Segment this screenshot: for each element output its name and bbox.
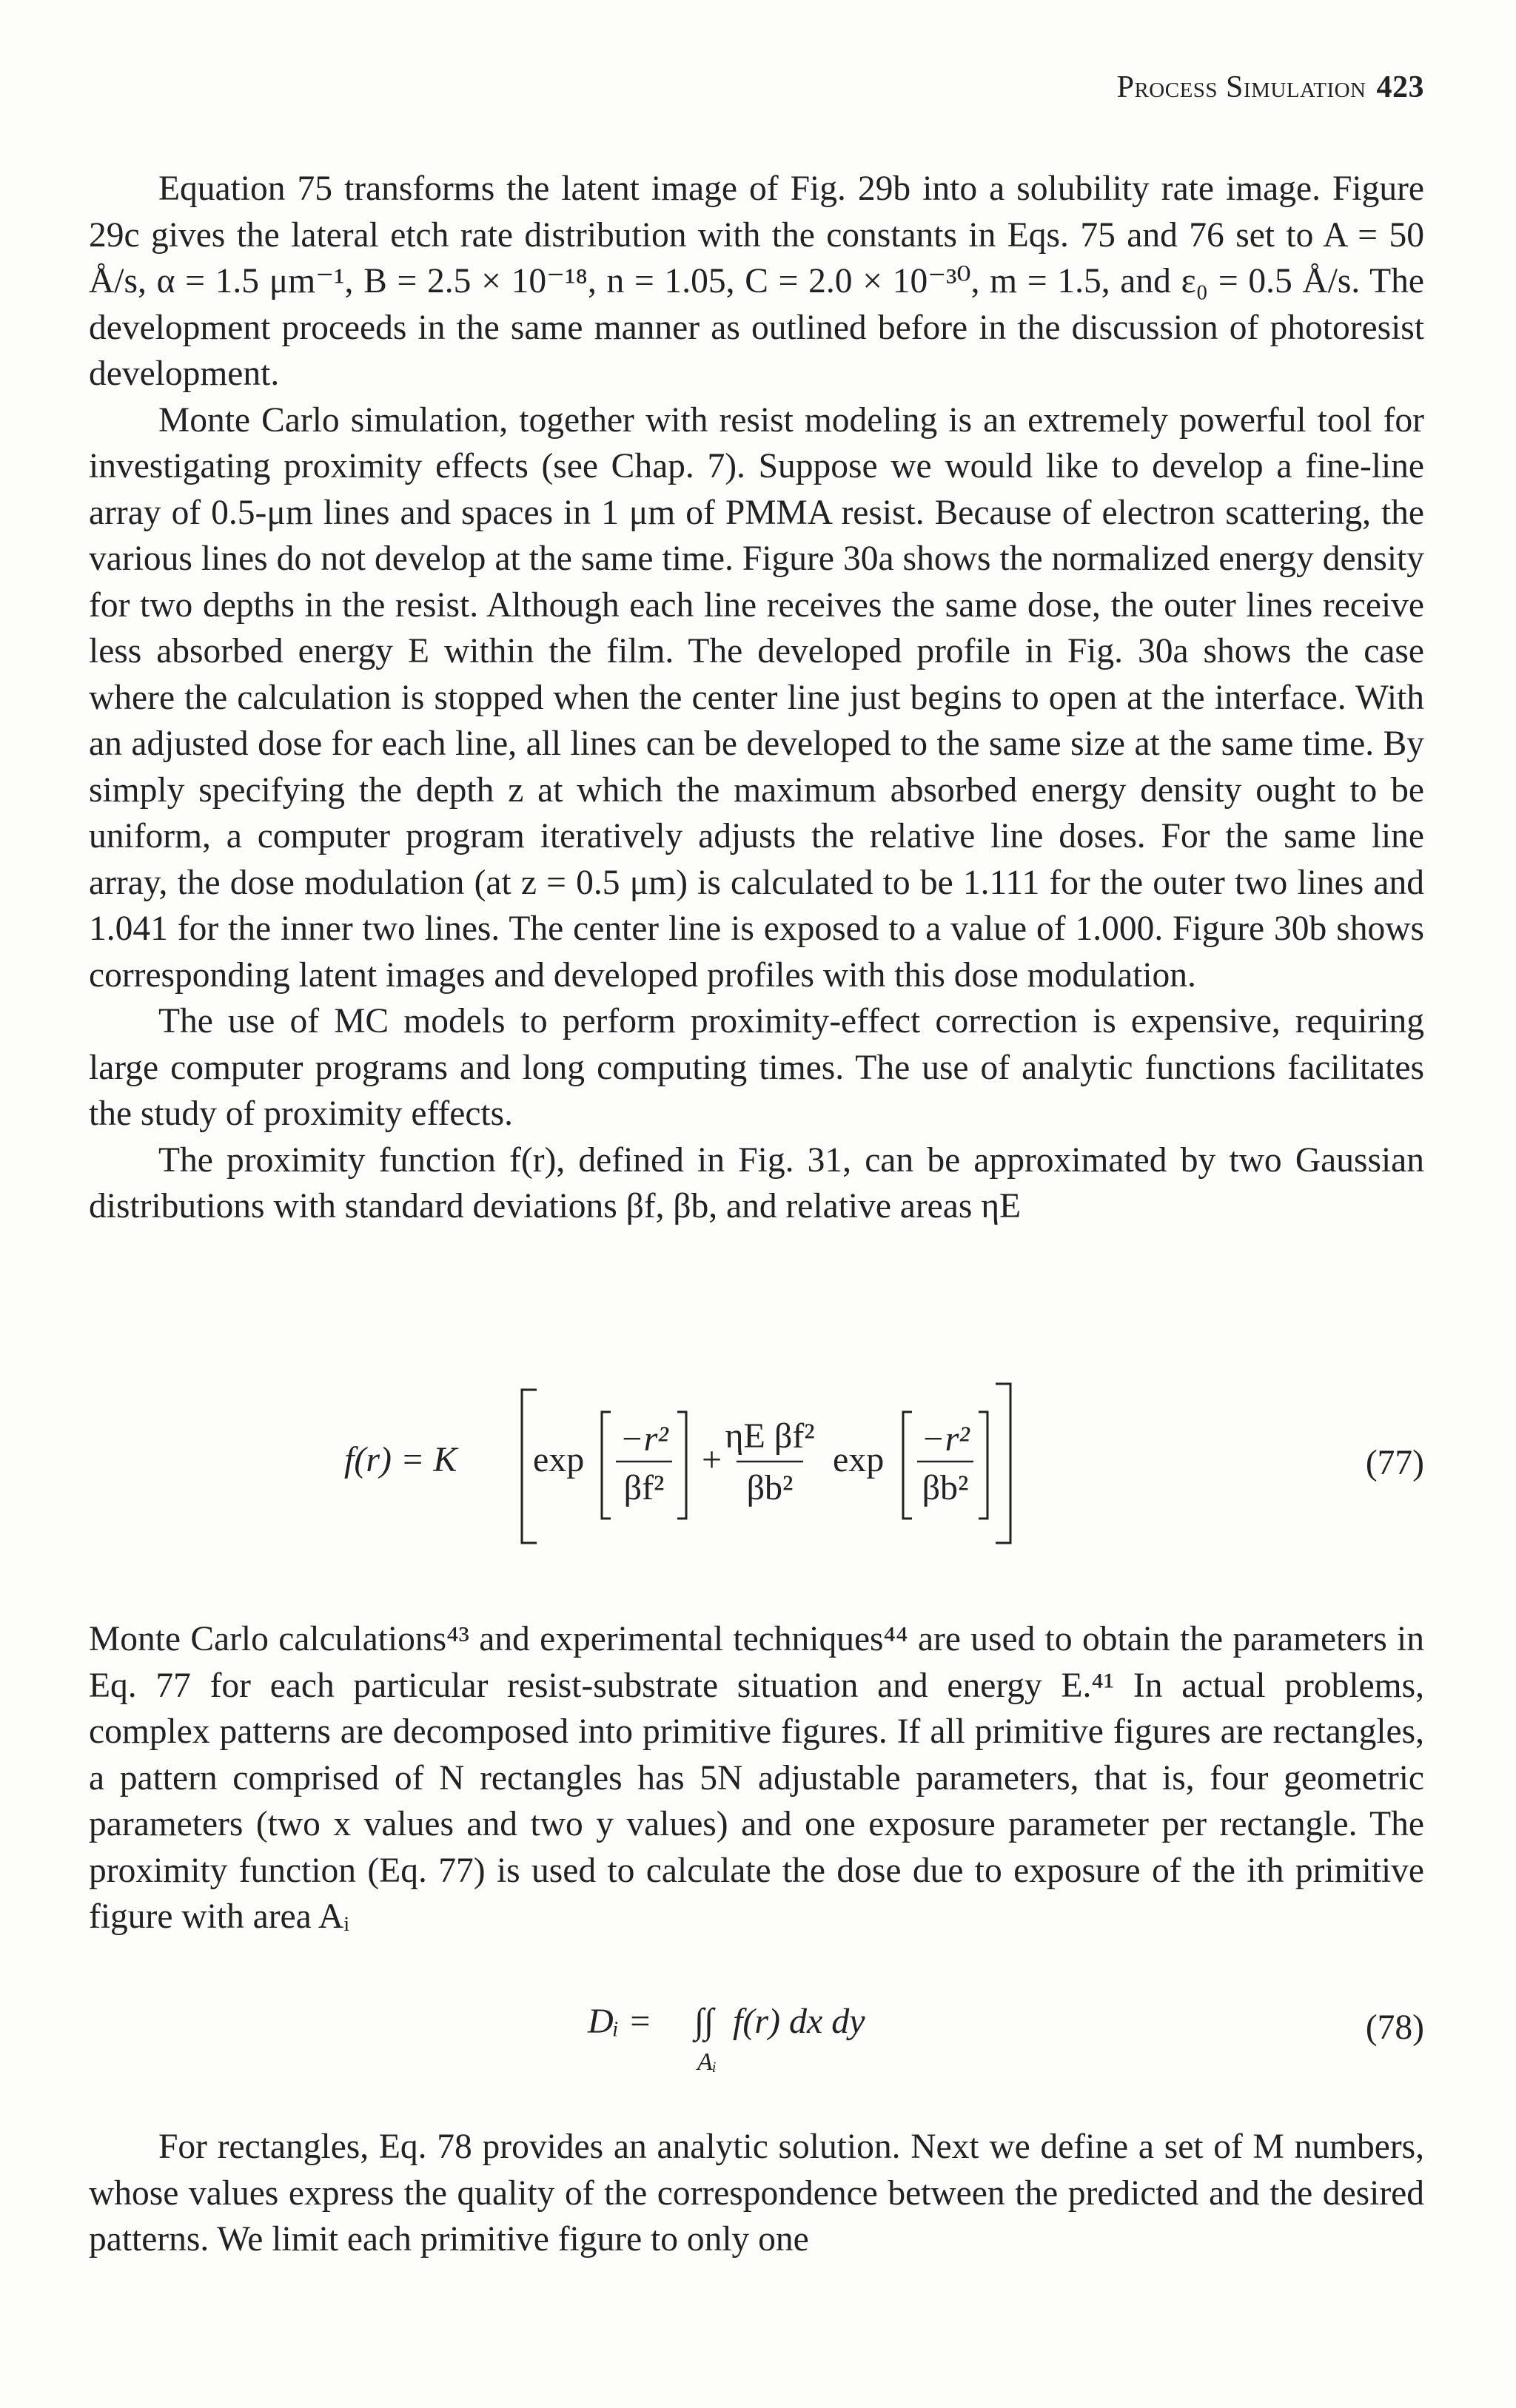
left-bracket-2 xyxy=(903,1412,912,1519)
page-number: 423 xyxy=(1376,70,1424,104)
paragraph-eq75: Equation 75 transforms the latent image of Fig. 29b into a solubility rate image. Figure 29c gives the lateral etch rate distribution with the constants in Eqs. 75 and 76 set to A = 50 Å/s, α = 1.5 μm⁻¹, B = 2.5 × 10⁻¹⁸, n = 1.05, C = 2.0 × 10⁻³⁰, m = 1.5, and ε₀ = 0.5 Å/s. The development proceeds in the same manner as outlined before in the discussion of photoresist development. xyxy=(89,169,1424,393)
eq77-exp2: exp xyxy=(833,1440,885,1479)
eq77-coef-num: ηE βf² xyxy=(725,1416,815,1456)
eq77-exp1: exp xyxy=(533,1440,585,1479)
paragraph-monte-carlo: Monte Carlo simulation, together with resist modeling is an extremely powerful tool for investigating proximity effects (see Chap. 7). Suppose we would like to develop a fine-line array of 0.5-μm lines and spaces in 1 μm of PMMA resist. Because of electron scattering, the various lines do not develop at the same time. Figure 30a shows the normalized energy density for two depths in the resist. Although each line receives the same dose, the outer lines receive less absorbed energy E within the film. The developed profile in Fig. 30a shows the case where the calculation is stopped when the center line just begins to open at the interface. With an adjusted dose for each line, all lines can be developed to the same size at the same time. By simply specifying the depth z at which the maximum absorbed energy density ought to be uniform, a computer program iteratively adjusts the relative line doses. For the same line array, the dose modulation (at z = 0.5 μm) is calculated to be 1.111 for the outer two lines and 1.041 for the inner two lines. The center line is exposed to a value of 1.000. Figure 30b shows corresponding latent images and developed profiles with this dose modulation. xyxy=(89,400,1424,995)
eq78-integral: ∫∫ xyxy=(694,2002,714,2041)
eq77-num1: −r² xyxy=(620,1419,668,1459)
eq77-den1: βf² xyxy=(623,1468,665,1507)
paragraph-proximity-function: The proximity function f(r), defined in Fig. 31, can be approximated by two Gaussian distributions with standard deviations βf, βb, and relative areas ηE xyxy=(89,1140,1424,1225)
text-block-bottom xyxy=(89,2124,1424,2263)
eq77-den2: βb² xyxy=(922,1468,969,1507)
equation-number-77: (77) xyxy=(1365,1444,1424,1482)
running-head-title: Process Simulation xyxy=(1116,70,1366,104)
eq77-plus: + xyxy=(702,1440,722,1479)
paragraph-parameters: Monte Carlo calculations⁴³ and experimental techniques⁴⁴ are used to obtain the parameters in Eq. 77 for each particular resist-substrate situation and energy E.⁴¹ In actual problems, complex patterns are decomposed into primitive figures. If all primitive figures are rectangles, a pattern comprised of N rectangles has 5N adjustable parameters, that is, four geometric parameters (two x values and two y values) and one exposure parameter per rectangle. The proximity function (Eq. 77) is used to calculate the dose due to exposure of the ith primitive figure with area Aᵢ xyxy=(89,1620,1424,1936)
eq78-lhs: Dᵢ = xyxy=(588,2002,652,2041)
big-right-bracket xyxy=(996,1384,1010,1543)
running-head xyxy=(1117,70,1424,105)
equation-78 xyxy=(89,1987,1424,2076)
eq78-integrand: f(r) dx dy xyxy=(733,2002,865,2041)
eq77-num2: −r² xyxy=(921,1419,970,1459)
paragraph-mc-models: The use of MC models to perform proximity-effect correction is expensive, requiring large computer programs and long computing times. The use of analytic functions facilitates the study of proximity effects. xyxy=(89,1002,1424,1133)
text-block-middle xyxy=(89,1616,1424,1940)
equation-number-78: (78) xyxy=(1365,2008,1424,2047)
equation-77 xyxy=(89,1376,1424,1554)
eq77-coef-den: βb² xyxy=(746,1468,794,1507)
equation-78-formula xyxy=(89,1987,1244,2076)
eq77-lhs: f(r) = K xyxy=(344,1440,457,1479)
equation-77-formula xyxy=(89,1376,1244,1554)
right-bracket-1 xyxy=(677,1412,686,1519)
paragraph-rectangles: For rectangles, Eq. 78 provides an analytic solution. Next we define a set of M numbers, whose values express the quality of the correspondence between the predicted and the desired patterns. We limit each primitive figure to only one xyxy=(89,2128,1424,2259)
left-bracket-1 xyxy=(602,1412,611,1519)
text-block-top xyxy=(89,166,1424,1230)
eq78-domain: Aᵢ xyxy=(697,2048,717,2076)
right-bracket-2 xyxy=(979,1412,987,1519)
